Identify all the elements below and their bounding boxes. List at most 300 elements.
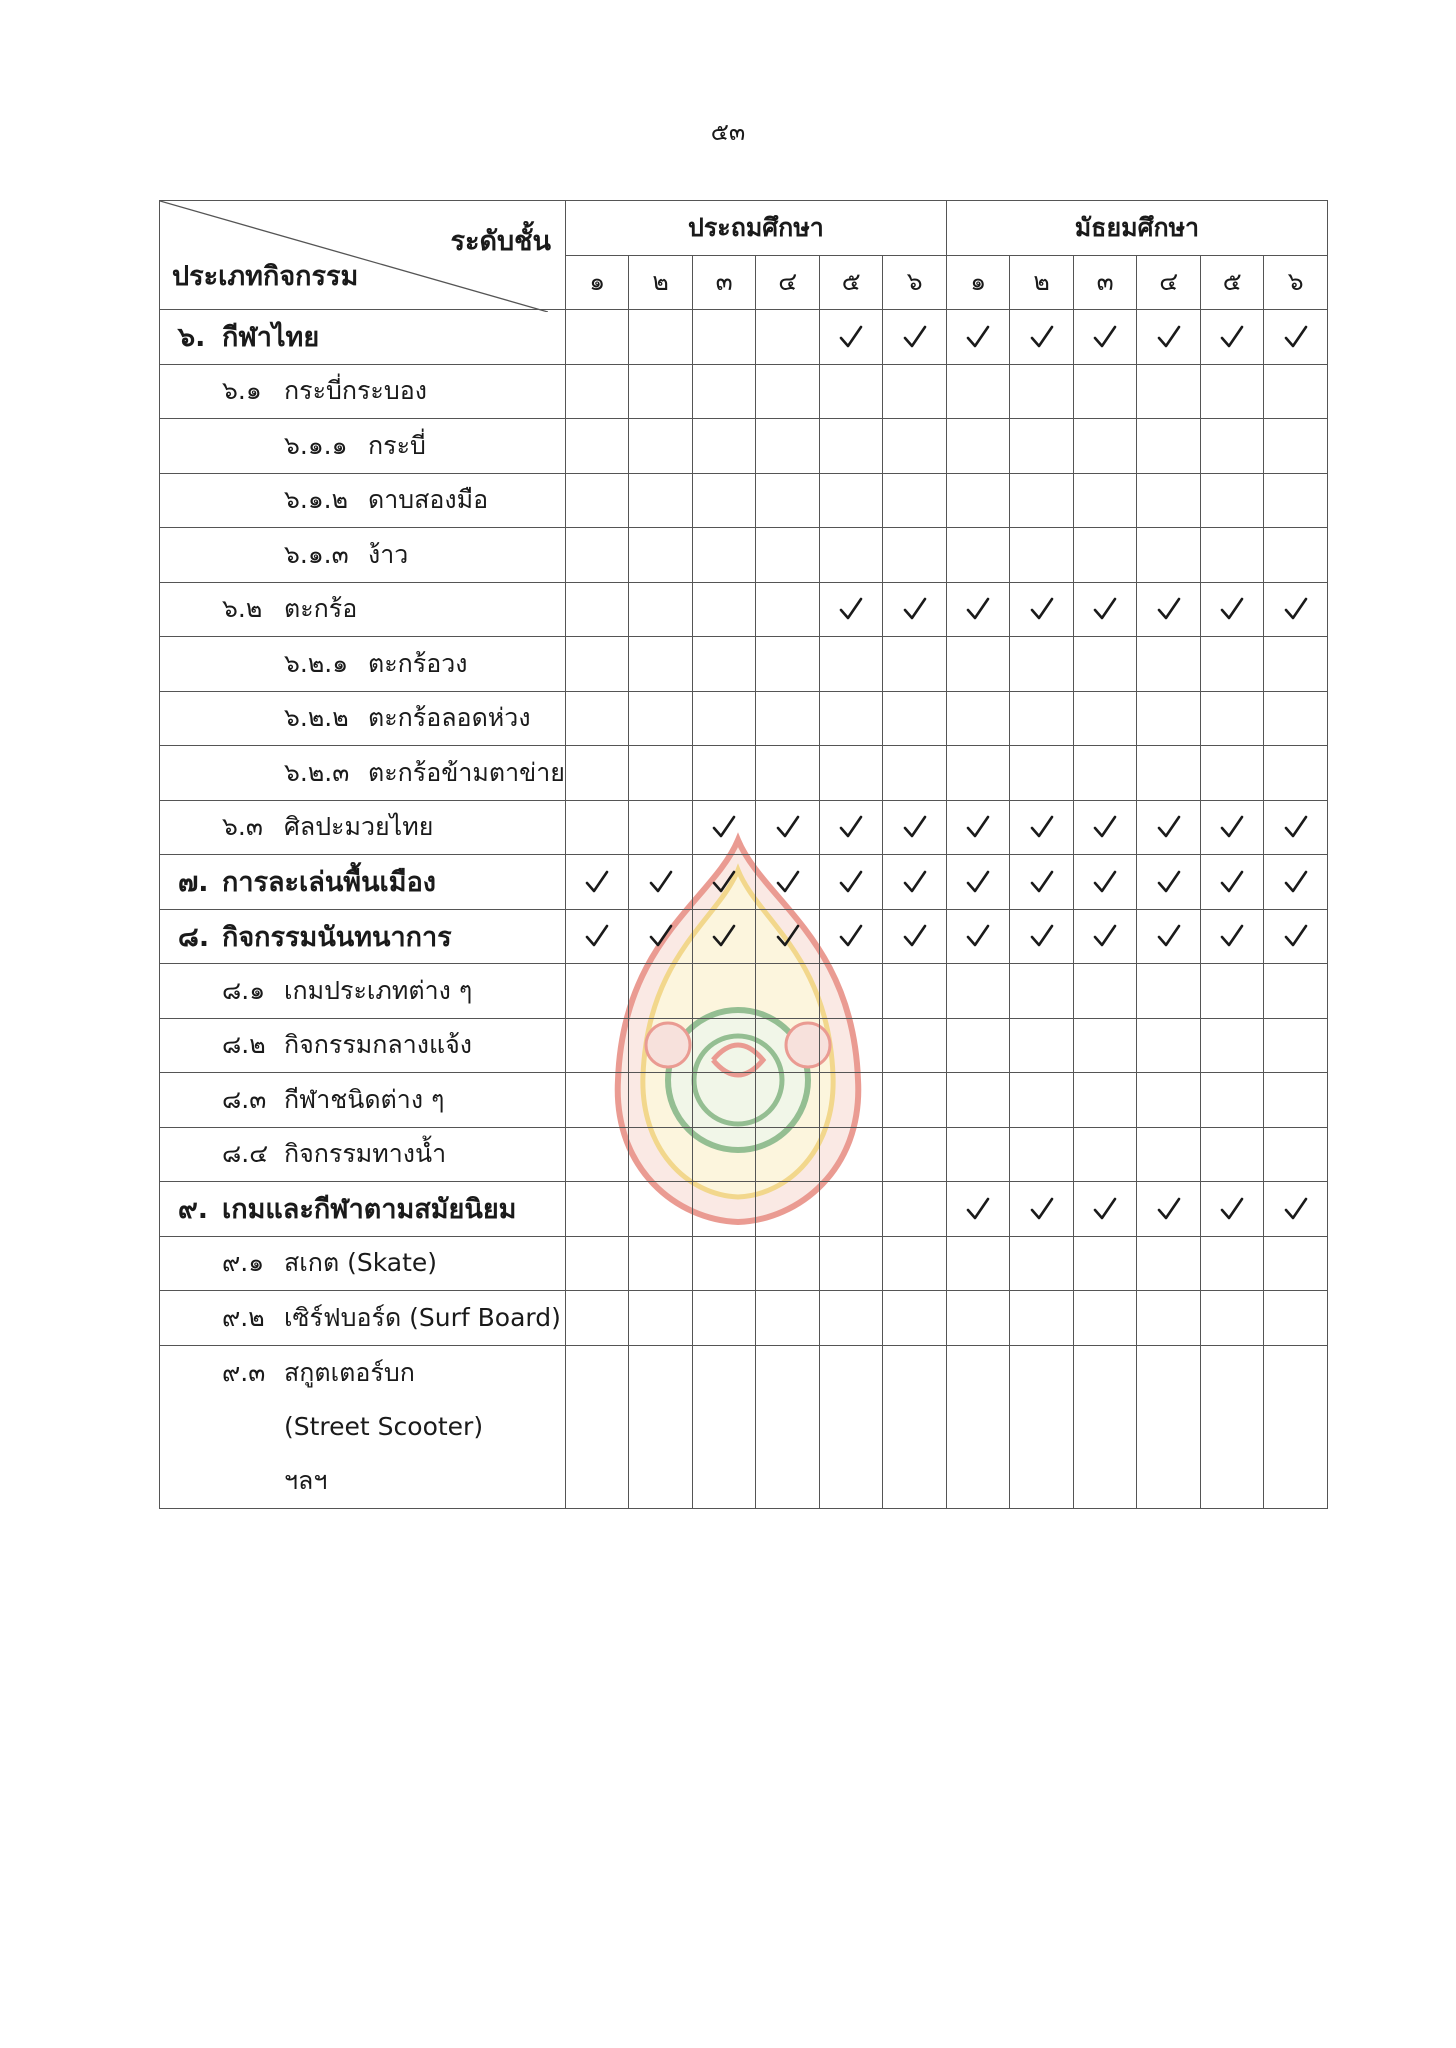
checkmark-icon <box>820 596 883 622</box>
grade-cell <box>629 310 693 365</box>
table-row <box>160 909 1328 964</box>
activity-label-cell <box>160 528 566 583</box>
grade-cell <box>756 582 820 637</box>
grade-cell <box>1264 1182 1328 1237</box>
grade-cell <box>692 1236 756 1291</box>
activity-number: ๘.๔ <box>222 1139 269 1169</box>
grade-cell <box>1137 1073 1201 1128</box>
grade-cell <box>1010 1073 1074 1128</box>
checkmark-icon <box>693 814 756 840</box>
grade-cell <box>629 473 693 528</box>
activity-number: ๙. <box>178 1194 209 1226</box>
grade-cell <box>692 364 756 419</box>
activity-name: ตะกร้อ <box>284 594 358 624</box>
grade-cell <box>1200 909 1264 964</box>
grade-cell <box>1264 364 1328 419</box>
table-corner-cell <box>160 201 566 310</box>
table-row <box>160 1018 1328 1073</box>
activity-number: ๖.๑.๑ <box>284 430 348 460</box>
checkmark-icon <box>1201 1196 1264 1222</box>
grade-cell <box>629 691 693 746</box>
grade-cell <box>1264 637 1328 692</box>
grade-cell <box>883 691 947 746</box>
grade-cell <box>1200 1127 1264 1182</box>
checkmark-icon <box>1074 814 1137 840</box>
table-row <box>160 310 1328 365</box>
table-row <box>160 473 1328 528</box>
grade-cell <box>1073 1127 1137 1182</box>
grade-cell <box>629 1182 693 1237</box>
checkmark-icon <box>883 324 946 350</box>
grade-cell <box>565 310 629 365</box>
activity-label-cell <box>160 964 566 1019</box>
group-header-primary: ประถมศึกษา <box>565 201 946 256</box>
grade-cell <box>565 637 629 692</box>
activity-name: เกมประเภทต่าง ๆ <box>284 975 473 1005</box>
grade-cell <box>1073 855 1137 910</box>
table-row <box>160 1345 1328 1508</box>
activity-number: ๘.๓ <box>222 1084 267 1114</box>
grade-cell <box>756 1291 820 1346</box>
grade-cell <box>1264 473 1328 528</box>
grade-cell <box>1200 473 1264 528</box>
grade-cell <box>756 691 820 746</box>
grade-cell <box>1010 637 1074 692</box>
activity-number: ๗. <box>178 867 209 899</box>
grade-cell <box>1200 1291 1264 1346</box>
activity-label-cell <box>160 1345 566 1508</box>
activity-name: ศิลปะมวยไทย <box>284 812 434 842</box>
grade-cell <box>565 691 629 746</box>
checkmark-icon <box>947 596 1010 622</box>
grade-header: ๔ <box>756 255 820 310</box>
grade-cell <box>819 1236 883 1291</box>
activity-number: ๖. <box>178 322 206 354</box>
grade-cell <box>1200 310 1264 365</box>
grade-cell <box>629 528 693 583</box>
grade-cell <box>819 419 883 474</box>
grade-header: ๕ <box>819 255 883 310</box>
checkmark-icon <box>883 814 946 840</box>
grade-cell <box>1073 691 1137 746</box>
activity-number: ๖.๑ <box>222 376 262 406</box>
grade-cell <box>819 1291 883 1346</box>
checkmark-icon <box>1074 324 1137 350</box>
grade-cell <box>756 1345 820 1508</box>
grade-cell <box>1200 1236 1264 1291</box>
checkmark-icon <box>883 596 946 622</box>
activity-grade-table <box>159 200 1328 1509</box>
grade-cell <box>565 1018 629 1073</box>
grade-cell <box>946 855 1010 910</box>
grade-cell <box>692 800 756 855</box>
grade-cell <box>756 1182 820 1237</box>
grade-cell <box>692 855 756 910</box>
grade-cell <box>1200 1182 1264 1237</box>
checkmark-icon <box>1010 1196 1073 1222</box>
grade-cell <box>565 1127 629 1182</box>
grade-cell <box>565 800 629 855</box>
grade-cell <box>629 909 693 964</box>
checkmark-icon <box>566 923 629 949</box>
checkmark-icon <box>820 324 883 350</box>
grade-cell <box>1137 909 1201 964</box>
grade-cell <box>1073 909 1137 964</box>
grade-cell <box>1073 800 1137 855</box>
checkmark-icon <box>883 869 946 895</box>
activity-name: เกมและกีฬาตามสมัยนิยม <box>222 1194 517 1226</box>
grade-cell <box>883 582 947 637</box>
grade-cell <box>1137 1345 1201 1508</box>
grade-cell <box>1073 746 1137 801</box>
activity-number: ๙.๑ <box>222 1248 265 1278</box>
grade-cell <box>946 473 1010 528</box>
grade-cell <box>819 637 883 692</box>
grade-cell <box>565 746 629 801</box>
activity-label-cell <box>160 1291 566 1346</box>
grade-cell <box>1010 1291 1074 1346</box>
activity-name: เซิร์ฟบอร์ด (Surf Board) <box>284 1302 561 1332</box>
activity-label-cell <box>160 1018 566 1073</box>
grade-cell <box>756 310 820 365</box>
table-row <box>160 637 1328 692</box>
grade-cell <box>1010 1127 1074 1182</box>
checkmark-icon <box>1010 923 1073 949</box>
checkmark-icon <box>693 869 756 895</box>
activity-name: กีฬาชนิดต่าง ๆ <box>284 1084 445 1114</box>
grade-cell <box>1010 1018 1074 1073</box>
table-row <box>160 964 1328 1019</box>
activity-number: ๘. <box>178 921 210 953</box>
grade-cell <box>565 364 629 419</box>
grade-cell <box>629 419 693 474</box>
grade-cell <box>1200 800 1264 855</box>
checkmark-icon <box>693 923 756 949</box>
checkmark-icon <box>820 869 883 895</box>
grade-cell <box>1137 637 1201 692</box>
table-row <box>160 1127 1328 1182</box>
grade-cell <box>692 310 756 365</box>
checkmark-icon <box>883 923 946 949</box>
activity-name: กระบี่ <box>368 430 426 460</box>
grade-cell <box>692 419 756 474</box>
grade-cell <box>1200 1345 1264 1508</box>
grade-cell <box>1137 746 1201 801</box>
table-row <box>160 1236 1328 1291</box>
activity-name: ตะกร้อวง <box>368 648 468 678</box>
grade-cell <box>1073 1182 1137 1237</box>
grade-cell <box>756 964 820 1019</box>
grade-cell <box>883 1236 947 1291</box>
table-row <box>160 1182 1328 1237</box>
grade-cell <box>1264 310 1328 365</box>
checkmark-icon <box>1264 596 1327 622</box>
activity-label-cell <box>160 310 566 365</box>
grade-cell <box>819 1127 883 1182</box>
grade-cell <box>1264 419 1328 474</box>
grade-cell <box>756 1236 820 1291</box>
grade-cell <box>1073 1291 1137 1346</box>
activity-label-cell <box>160 1182 566 1237</box>
grade-cell <box>883 1182 947 1237</box>
grade-cell <box>565 473 629 528</box>
grade-cell <box>629 1018 693 1073</box>
grade-cell <box>1264 909 1328 964</box>
activity-label-cell <box>160 800 566 855</box>
grade-cell <box>1264 800 1328 855</box>
grade-cell <box>692 964 756 1019</box>
checkmark-icon <box>1264 869 1327 895</box>
grade-cell <box>819 1345 883 1508</box>
grade-cell <box>946 800 1010 855</box>
grade-cell <box>1137 582 1201 637</box>
grade-cell <box>946 691 1010 746</box>
group-header-secondary: มัธยมศึกษา <box>946 201 1327 256</box>
grade-cell <box>1010 419 1074 474</box>
grade-cell <box>1200 528 1264 583</box>
activity-number: ๙.๓ <box>222 1357 266 1387</box>
grade-cell <box>946 310 1010 365</box>
grade-cell <box>565 582 629 637</box>
table-row <box>160 746 1328 801</box>
grade-cell <box>756 855 820 910</box>
grade-header: ๒ <box>1010 255 1074 310</box>
grade-cell <box>819 964 883 1019</box>
activity-number: ๖.๒.๓ <box>284 757 350 787</box>
activity-name: กิจกรรมทางน้ำ <box>284 1139 447 1169</box>
activity-number: ๖.๒ <box>222 594 263 624</box>
grade-cell <box>565 1236 629 1291</box>
grade-cell <box>692 582 756 637</box>
checkmark-icon <box>1074 1196 1137 1222</box>
checkmark-icon <box>820 814 883 840</box>
grade-cell <box>1010 1345 1074 1508</box>
grade-cell <box>1264 964 1328 1019</box>
grade-cell <box>565 909 629 964</box>
grade-cell <box>756 637 820 692</box>
table-row <box>160 1073 1328 1128</box>
grade-cell <box>946 1073 1010 1128</box>
checkmark-icon <box>947 324 1010 350</box>
grade-cell <box>1200 364 1264 419</box>
activity-name: สกูตเตอร์บก <box>284 1357 415 1387</box>
grade-cell <box>883 310 947 365</box>
table-row <box>160 1291 1328 1346</box>
grade-cell <box>883 746 947 801</box>
grade-cell <box>1264 691 1328 746</box>
grade-cell <box>946 1291 1010 1346</box>
checkmark-icon <box>947 923 1010 949</box>
grade-cell <box>692 746 756 801</box>
grade-cell <box>1010 473 1074 528</box>
grade-header: ๕ <box>1200 255 1264 310</box>
table-row <box>160 800 1328 855</box>
checkmark-icon <box>1137 869 1200 895</box>
grade-cell <box>946 528 1010 583</box>
grade-cell <box>629 1073 693 1128</box>
grade-cell <box>1137 1236 1201 1291</box>
grade-cell <box>883 964 947 1019</box>
checkmark-icon <box>1264 324 1327 350</box>
checkmark-icon <box>1074 869 1137 895</box>
grade-cell <box>1264 1236 1328 1291</box>
grade-cell <box>1200 855 1264 910</box>
grade-cell <box>1264 1073 1328 1128</box>
activity-label-cell <box>160 1127 566 1182</box>
grade-cell <box>629 746 693 801</box>
activity-name: กระบี่กระบอง <box>284 376 427 406</box>
grade-cell <box>819 800 883 855</box>
grade-cell <box>1137 1291 1201 1346</box>
grade-cell <box>1073 637 1137 692</box>
activity-label-cell <box>160 1073 566 1128</box>
grade-cell <box>946 419 1010 474</box>
grade-cell <box>629 637 693 692</box>
grade-cell <box>1200 691 1264 746</box>
page-number: ๕๓ <box>710 118 746 146</box>
grade-cell <box>1010 855 1074 910</box>
activity-label-cell <box>160 582 566 637</box>
grade-cell <box>692 473 756 528</box>
checkmark-icon <box>1137 324 1200 350</box>
grade-cell <box>1137 964 1201 1019</box>
table-row <box>160 691 1328 746</box>
activity-label-cell <box>160 473 566 528</box>
grade-cell <box>1010 1236 1074 1291</box>
grade-header: ๑ <box>565 255 629 310</box>
checkmark-icon <box>756 869 819 895</box>
grade-cell <box>1010 582 1074 637</box>
grade-cell <box>819 1073 883 1128</box>
table-row <box>160 364 1328 419</box>
grade-cell <box>1010 964 1074 1019</box>
grade-cell <box>629 964 693 1019</box>
grade-cell <box>1073 473 1137 528</box>
grade-cell <box>883 473 947 528</box>
grade-cell <box>565 419 629 474</box>
activity-name: ดาบสองมือ <box>368 485 489 515</box>
table-row <box>160 528 1328 583</box>
grade-cell <box>819 746 883 801</box>
checkmark-icon <box>756 923 819 949</box>
table-row <box>160 582 1328 637</box>
grade-cell <box>692 909 756 964</box>
activity-number: ๖.๑.๓ <box>284 539 349 569</box>
activity-label-cell <box>160 691 566 746</box>
grade-cell <box>756 800 820 855</box>
grade-cell <box>1137 800 1201 855</box>
grade-cell <box>692 1291 756 1346</box>
grade-cell <box>1137 310 1201 365</box>
grade-cell <box>756 364 820 419</box>
activity-label-cell <box>160 1236 566 1291</box>
grade-cell <box>946 1127 1010 1182</box>
activity-name-continued: (Street Scooter) <box>284 1411 484 1441</box>
grade-cell <box>883 909 947 964</box>
grade-cell <box>1073 528 1137 583</box>
grade-cell <box>1264 746 1328 801</box>
grade-header: ๒ <box>629 255 693 310</box>
grade-cell <box>1264 1345 1328 1508</box>
checkmark-icon <box>1201 324 1264 350</box>
grade-cell <box>1073 310 1137 365</box>
grade-cell <box>946 964 1010 1019</box>
grade-cell <box>692 1345 756 1508</box>
grade-cell <box>692 637 756 692</box>
grade-cell <box>1200 637 1264 692</box>
grade-cell <box>1010 909 1074 964</box>
activity-name: กีฬาไทย <box>222 322 320 354</box>
grade-cell <box>565 1345 629 1508</box>
grade-cell <box>1073 1236 1137 1291</box>
grade-cell <box>819 473 883 528</box>
grade-cell <box>565 855 629 910</box>
checkmark-icon <box>1264 923 1327 949</box>
grade-cell <box>692 1182 756 1237</box>
grade-cell <box>1073 1345 1137 1508</box>
grade-cell <box>946 1345 1010 1508</box>
grade-header: ๖ <box>1264 255 1328 310</box>
grade-cell <box>946 637 1010 692</box>
activity-label-cell <box>160 855 566 910</box>
grade-header: ๖ <box>883 255 947 310</box>
grade-cell <box>1264 582 1328 637</box>
grade-cell <box>1264 1127 1328 1182</box>
grade-cell <box>1073 1073 1137 1128</box>
grade-cell <box>819 364 883 419</box>
checkmark-icon <box>1074 923 1137 949</box>
grade-cell <box>1200 1018 1264 1073</box>
grade-cell <box>756 746 820 801</box>
header-row-groups <box>160 201 1328 256</box>
corner-label-level: ระดับชั้น <box>450 226 551 257</box>
activity-number: ๖.๑.๒ <box>284 485 349 515</box>
checkmark-icon <box>566 869 629 895</box>
grade-cell <box>692 1018 756 1073</box>
grade-cell <box>1073 419 1137 474</box>
grade-cell <box>565 1182 629 1237</box>
checkmark-icon <box>1074 596 1137 622</box>
checkmark-icon <box>1137 596 1200 622</box>
grade-cell <box>1137 855 1201 910</box>
grade-cell <box>1200 964 1264 1019</box>
activity-name: ตะกร้อข้ามตาข่าย <box>368 757 565 787</box>
activity-label-cell <box>160 746 566 801</box>
grade-cell <box>565 1291 629 1346</box>
checkmark-icon <box>1201 814 1264 840</box>
grade-cell <box>692 528 756 583</box>
grade-cell <box>629 800 693 855</box>
checkmark-icon <box>1010 596 1073 622</box>
activity-label-cell <box>160 364 566 419</box>
grade-cell <box>1073 964 1137 1019</box>
grade-cell <box>565 1073 629 1128</box>
checkmark-icon <box>756 814 819 840</box>
activity-name: กิจกรรมนันทนาการ <box>222 921 452 953</box>
grade-header: ๓ <box>692 255 756 310</box>
grade-cell <box>946 1236 1010 1291</box>
grade-cell <box>692 1127 756 1182</box>
grade-cell <box>629 855 693 910</box>
grade-cell <box>946 364 1010 419</box>
activity-number: ๘.๑ <box>222 975 266 1005</box>
grade-header: ๓ <box>1073 255 1137 310</box>
grade-cell <box>946 1182 1010 1237</box>
grade-cell <box>883 364 947 419</box>
grade-cell <box>946 582 1010 637</box>
activity-label-cell <box>160 909 566 964</box>
activity-name: กิจกรรมกลางแจ้ง <box>284 1030 472 1060</box>
